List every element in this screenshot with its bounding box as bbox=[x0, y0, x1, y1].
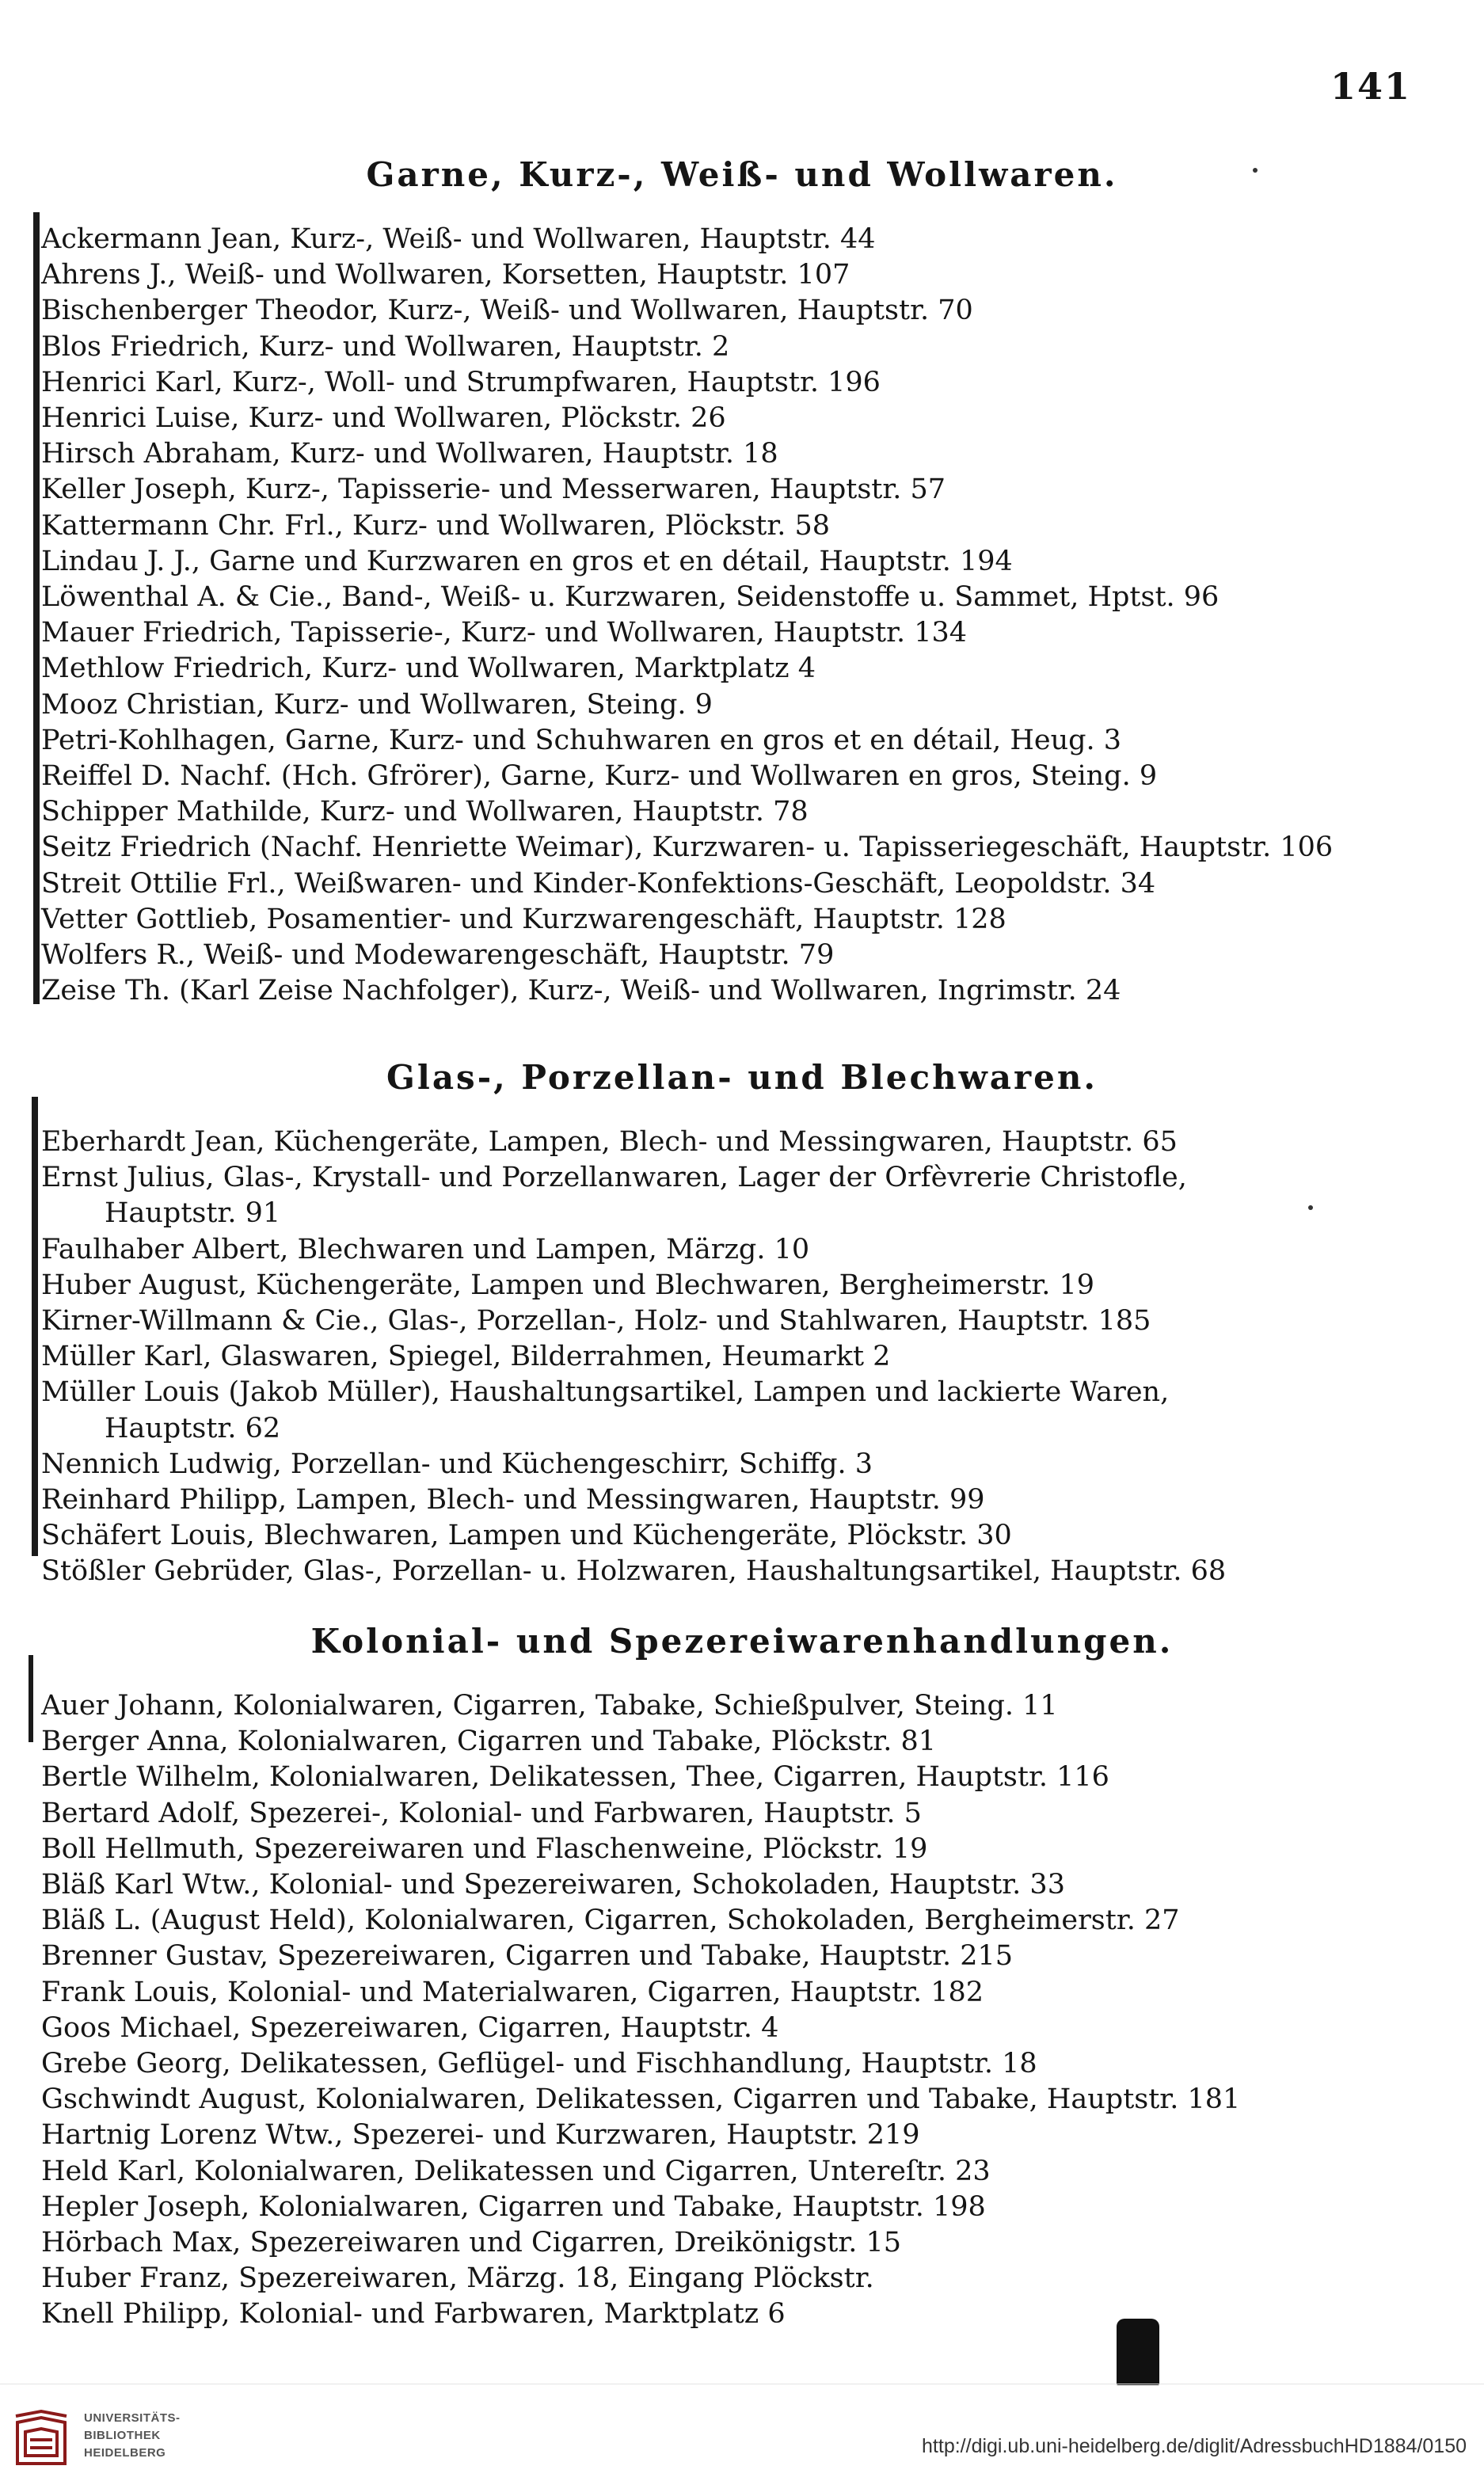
directory-entry: Henrici Luise, Kurz- und Wollwaren, Plöckstr. 26 bbox=[41, 402, 726, 434]
university-seal-icon bbox=[11, 2408, 71, 2468]
directory-entry: Berger Anna, Kolonialwaren, Cigarren und Tabake, Plöckstr. 81 bbox=[41, 1726, 936, 1757]
directory-entry: Faulhaber Albert, Blechwaren und Lampen, Märzg. 10 bbox=[41, 1234, 810, 1265]
directory-entry: Hirsch Abraham, Kurz- und Wollwaren, Hauptstr. 18 bbox=[41, 438, 778, 470]
directory-entry: Ernst Julius, Glas-, Krystall- und Porzellanwaren, Lager der Orfèvrerie Christofle, bbox=[41, 1162, 1187, 1193]
directory-entry: Petri-Kohlhagen, Garne, Kurz- und Schuhwaren en gros et en détail, Heug. 3 bbox=[41, 725, 1122, 756]
directory-entry: Mauer Friedrich, Tapisserie-, Kurz- und Wollwaren, Hauptstr. 134 bbox=[41, 617, 968, 649]
directory-entry-continuation: Hauptstr. 91 bbox=[105, 1197, 281, 1229]
binding-edge-mark bbox=[32, 1097, 38, 1556]
directory-entry: Boll Hellmuth, Spezereiwaren und Flaschenweine, Plöckstr. 19 bbox=[41, 1833, 928, 1865]
directory-entry: Gschwindt August, Kolonialwaren, Delikatessen, Cigarren und Tabake, Hauptstr. 181 bbox=[41, 2083, 1241, 2115]
directory-entry: Ahrens J., Weiß- und Wollwaren, Korsetten, Hauptstr. 107 bbox=[41, 259, 850, 291]
section-heading: Glas-, Porzellan- und Blechwaren. bbox=[386, 1058, 1098, 1097]
directory-entry: Löwenthal A. & Cie., Band-, Weiß- u. Kurzwaren, Seidenstoffe u. Sammet, Hptst. 96 bbox=[41, 581, 1220, 613]
scan-speck bbox=[1253, 168, 1258, 173]
directory-entry: Mooz Christian, Kurz- und Wollwaren, Steing. 9 bbox=[41, 689, 713, 721]
directory-entry: Huber August, Küchengeräte, Lampen und Blechwaren, Bergheimerstr. 19 bbox=[41, 1269, 1095, 1301]
directory-entry: Bläß L. (August Held), Kolonialwaren, Cigarren, Schokoladen, Bergheimerstr. 27 bbox=[41, 1905, 1180, 1936]
directory-entry: Zeise Th. (Karl Zeise Nachfolger), Kurz-, Weiß- und Wollwaren, Ingrimstr. 24 bbox=[41, 975, 1121, 1006]
directory-entry: Blos Friedrich, Kurz- und Wollwaren, Hauptstr. 2 bbox=[41, 331, 730, 363]
directory-entry: Knell Philipp, Kolonial- und Farbwaren, Marktplatz 6 bbox=[41, 2298, 786, 2330]
logo-line: UNIVERSITÄTS- bbox=[84, 2411, 181, 2425]
section-heading: Garne, Kurz-, Weiß- und Wollwaren. bbox=[366, 155, 1118, 194]
directory-entry: Schipper Mathilde, Kurz- und Wollwaren, Hauptstr. 78 bbox=[41, 796, 809, 828]
directory-entry: Hartnig Lorenz Wtw., Spezerei- und Kurzwaren, Hauptstr. 219 bbox=[41, 2119, 920, 2151]
directory-entry: Bertle Wilhelm, Kolonialwaren, Delikatessen, Thee, Cigarren, Hauptstr. 116 bbox=[41, 1761, 1109, 1793]
directory-entry: Hörbach Max, Spezereiwaren und Cigarren, Dreikönigstr. 15 bbox=[41, 2227, 902, 2258]
directory-entry: Eberhardt Jean, Küchengeräte, Lampen, Blech- und Messingwaren, Hauptstr. 65 bbox=[41, 1126, 1178, 1158]
source-url[interactable]: http://digi.ub.uni-heidelberg.de/diglit/AdressbuchHD1884/0150 bbox=[922, 2435, 1467, 2457]
register-tab-marker bbox=[1117, 2319, 1159, 2385]
directory-entry: Streit Ottilie Frl., Weißwaren- und Kinder-Konfektions-Geschäft, Leopoldstr. 34 bbox=[41, 868, 1156, 900]
directory-entry: Kirner-Willmann & Cie., Glas-, Porzellan-, Holz- und Stahlwaren, Hauptstr. 185 bbox=[41, 1305, 1151, 1337]
directory-entry: Nennich Ludwig, Porzellan- und Küchengeschirr, Schiffg. 3 bbox=[41, 1448, 873, 1480]
scan-speck bbox=[1308, 1205, 1313, 1210]
directory-entry: Stößler Gebrüder, Glas-, Porzellan- u. Holzwaren, Haushaltungsartikel, Hauptstr. 68 bbox=[41, 1555, 1227, 1587]
directory-entry: Ackermann Jean, Kurz-, Weiß- und Wollwaren, Hauptstr. 44 bbox=[41, 223, 876, 255]
directory-entry: Goos Michael, Spezereiwaren, Cigarren, Hauptstr. 4 bbox=[41, 2012, 779, 2044]
directory-entry: Reiffel D. Nachf. (Hch. Gfrörer), Garne, Kurz- und Wollwaren en gros, Steing. 9 bbox=[41, 760, 1158, 792]
directory-entry: Müller Louis (Jakob Müller), Haushaltungsartikel, Lampen und lackierte Waren, bbox=[41, 1376, 1170, 1408]
directory-entry: Keller Joseph, Kurz-, Tapisserie- und Messerwaren, Hauptstr. 57 bbox=[41, 474, 946, 505]
directory-entry: Auer Johann, Kolonialwaren, Cigarren, Tabake, Schießpulver, Steing. 11 bbox=[41, 1690, 1058, 1722]
directory-entry: Henrici Karl, Kurz-, Woll- und Strumpfwaren, Hauptstr. 196 bbox=[41, 367, 881, 398]
directory-entry: Seitz Friedrich (Nachf. Henriette Weimar), Kurzwaren- u. Tapisseriegeschäft, Hauptstr. 106 bbox=[41, 831, 1334, 863]
directory-entry: Vetter Gottlieb, Posamentier- und Kurzwarengeschäft, Hauptstr. 128 bbox=[41, 904, 1006, 935]
directory-entry: Bischenberger Theodor, Kurz-, Weiß- und Wollwaren, Hauptstr. 70 bbox=[41, 295, 973, 326]
directory-entry: Kattermann Chr. Frl., Kurz- und Wollwaren, Plöckstr. 58 bbox=[41, 510, 830, 542]
directory-entry: Lindau J. J., Garne und Kurzwaren en gros et en détail, Hauptstr. 194 bbox=[41, 546, 1013, 577]
directory-entry: Methlow Friedrich, Kurz- und Wollwaren, Marktplatz 4 bbox=[41, 653, 816, 684]
directory-entry: Held Karl, Kolonialwaren, Delikatessen und Cigarren, Untereſtr. 23 bbox=[41, 2156, 991, 2187]
directory-entry: Frank Louis, Kolonial- und Materialwaren, Cigarren, Hauptstr. 182 bbox=[41, 1977, 984, 2008]
directory-entry: Schäfert Louis, Blechwaren, Lampen und Küchengeräte, Plöckstr. 30 bbox=[41, 1520, 1012, 1551]
page-number: 141 bbox=[1330, 65, 1411, 108]
logo-line: BIBLIOTHEK bbox=[84, 2429, 161, 2442]
directory-entry-continuation: Hauptstr. 62 bbox=[105, 1413, 281, 1444]
binding-edge-mark bbox=[29, 1655, 33, 1742]
section-heading: Kolonial- und Spezereiwarenhandlungen. bbox=[310, 1622, 1174, 1661]
library-logo[interactable] bbox=[11, 2405, 185, 2468]
directory-entry: Wolfers R., Weiß- und Modewarengeschäft, Hauptstr. 79 bbox=[41, 939, 835, 971]
directory-entry: Bertard Adolf, Spezerei-, Kolonial- und Farbwaren, Hauptstr. 5 bbox=[41, 1798, 922, 1829]
directory-entry: Reinhard Philipp, Lampen, Blech- und Messingwaren, Hauptstr. 99 bbox=[41, 1484, 985, 1516]
logo-line: HEIDELBERG bbox=[84, 2446, 166, 2460]
footer bbox=[0, 2384, 1484, 2481]
directory-entry: Brenner Gustav, Spezereiwaren, Cigarren und Tabake, Hauptstr. 215 bbox=[41, 1940, 1014, 1972]
binding-edge-mark bbox=[33, 212, 40, 1004]
directory-entry: Bläß Karl Wtw., Kolonial- und Spezereiwaren, Schokoladen, Hauptstr. 33 bbox=[41, 1869, 1065, 1901]
directory-entry: Grebe Georg, Delikatessen, Geflügel- und Fischhandlung, Hauptstr. 18 bbox=[41, 2048, 1037, 2080]
directory-entry: Müller Karl, Glaswaren, Spiegel, Bilderrahmen, Heumarkt 2 bbox=[41, 1341, 891, 1372]
directory-entry: Huber Franz, Spezereiwaren, Märzg. 18, Eingang Plöckstr. bbox=[41, 2262, 874, 2294]
directory-entry: Hepler Joseph, Kolonialwaren, Cigarren und Tabake, Hauptstr. 198 bbox=[41, 2191, 986, 2223]
